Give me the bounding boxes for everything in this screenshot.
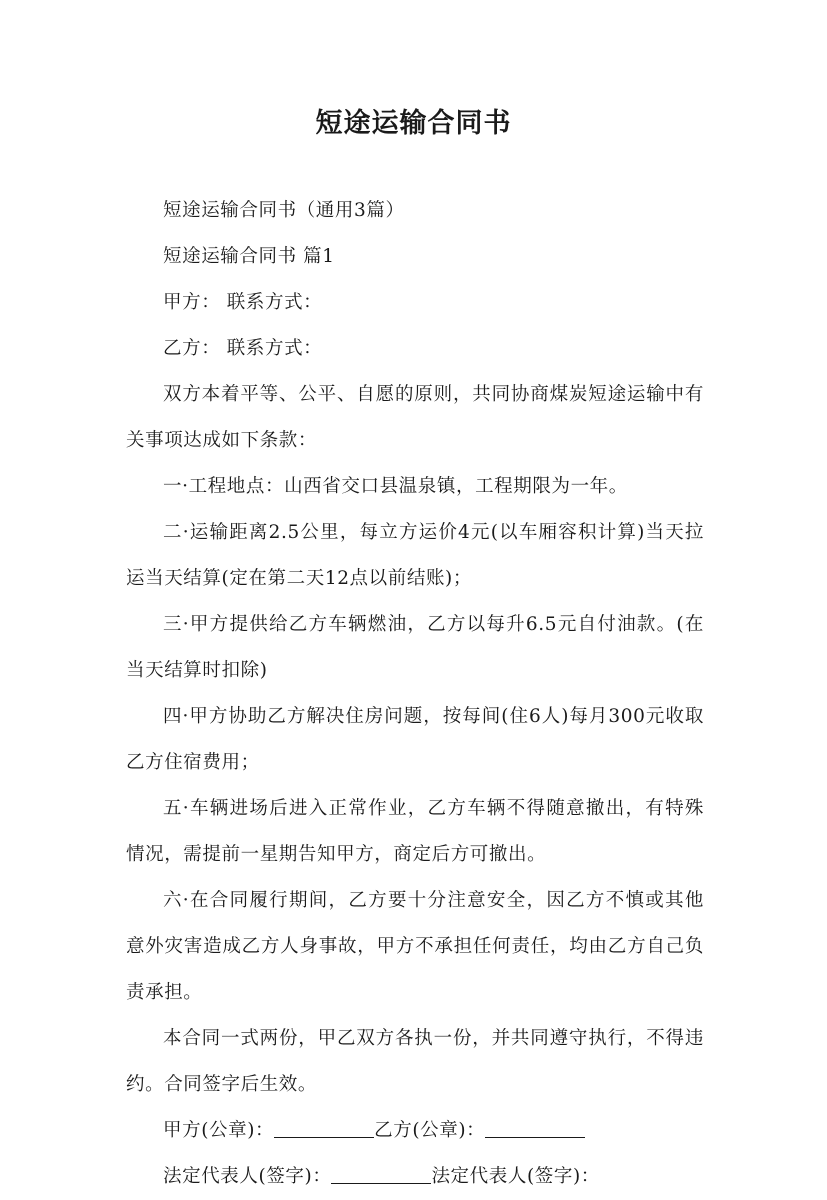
paragraph-clause-4: 四·甲方协助乙方解决住房问题，按每间(住6人)每月300元收取乙方住宿费用； [126, 706, 704, 773]
rep-b-label: 法定代表人(签字)： [431, 1166, 600, 1187]
paragraph-clause-2: 二·运输距离2.5公里，每立方运价4元(以车厢容积计算)当天拉运当天结算(定在第二天12点以前结账)； [126, 522, 704, 589]
document-subtitle: 短途运输合同书（通用3篇） [163, 200, 405, 221]
section-heading: 短途运输合同书 篇1 [163, 246, 335, 267]
rep-a-blank [331, 1165, 431, 1185]
document-title: 短途运输合同书 [315, 108, 512, 139]
rep-a-label: 法定代表人(签字)： [163, 1166, 332, 1187]
party-b-seal-label: 乙方(公章)： [374, 1120, 486, 1141]
paragraph-clause-1: 一·工程地点：山西省交口县温泉镇，工程期限为一年。 [163, 476, 628, 497]
paragraph-clause-6: 六·在合同履行期间，乙方要十分注意安全，因乙方不慎或其他意外灾害造成乙方人身事故，甲方不承担任何责任，均由乙方自己负责承担。 [126, 890, 704, 1003]
party-b-line: 乙方： 联系方式： [163, 338, 323, 359]
representative-line [126, 1154, 704, 1200]
document-body [126, 188, 704, 1200]
seal-line [126, 1108, 704, 1154]
party-a-seal-blank [274, 1119, 374, 1139]
party-a-seal-label: 甲方(公章)： [163, 1120, 275, 1141]
party-a-line: 甲方： 联系方式： [163, 292, 323, 313]
party-b-seal-blank [485, 1119, 585, 1139]
paragraph-clause-3: 三·甲方提供给乙方车辆燃油，乙方以每升6.5元自付油款。(在当天结算时扣除) [126, 614, 704, 681]
paragraph-closing: 本合同一式两份，甲乙双方各执一份，并共同遵守执行，不得违约。合同签字后生效。 [126, 1028, 704, 1095]
paragraph-clause-5: 五·车辆进场后进入正常作业，乙方车辆不得随意撤出，有特殊情况，需提前一星期告知甲方，商定后方可撤出。 [126, 798, 704, 865]
paragraph-preamble: 双方本着平等、公平、自愿的原则，共同协商煤炭短途运输中有关事项达成如下条款： [126, 384, 704, 451]
